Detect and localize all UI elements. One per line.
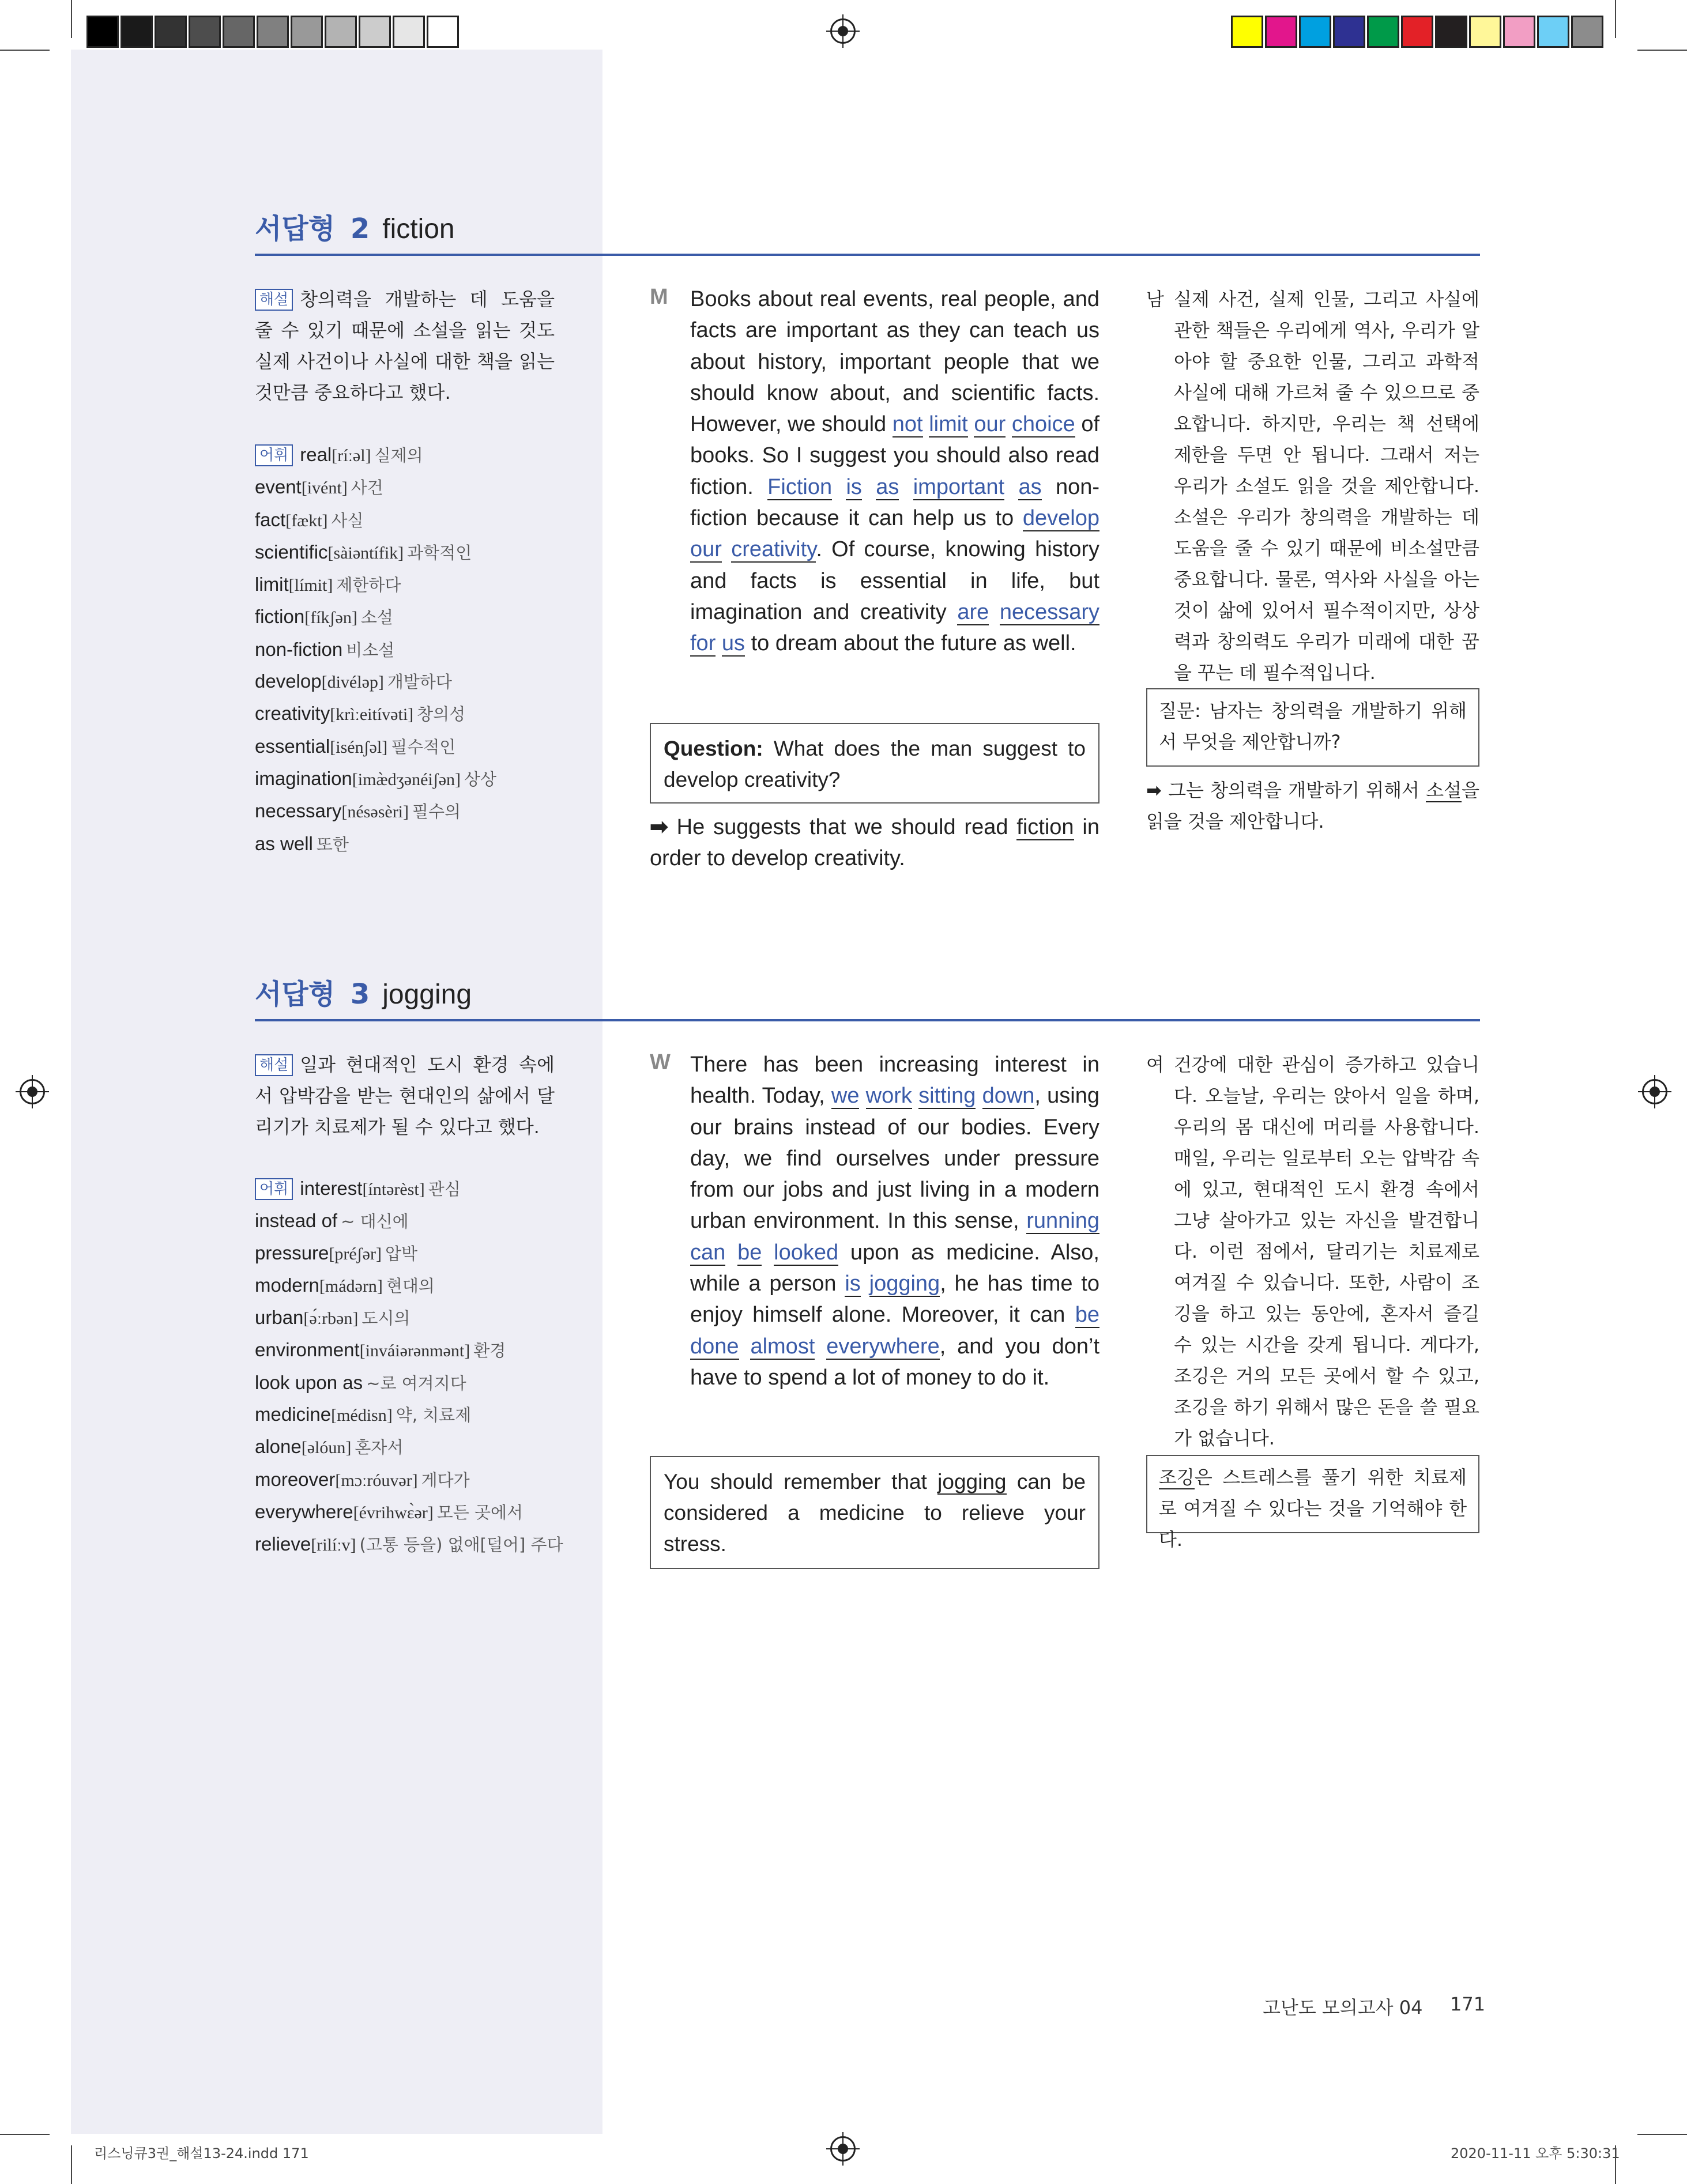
vocab-pronunciation: [ríːəl]	[332, 446, 371, 465]
vocab-meaning: 게다가	[421, 1470, 470, 1490]
vocab-meaning: 소설	[360, 608, 393, 628]
blank-word: for	[690, 631, 716, 656]
vocab-pronunciation: [krìːeitívəti]	[330, 705, 414, 725]
vocab-meaning: 도시의	[362, 1308, 411, 1329]
vocab-item	[255, 666, 566, 698]
haeseol-tag: 해설	[255, 289, 293, 311]
color-swatch	[1231, 16, 1263, 48]
registration-mark-icon	[20, 1079, 45, 1104]
vocab-item	[255, 1431, 578, 1463]
section-word: fiction	[382, 214, 455, 244]
vocab-pronunciation: [inváiərənmənt]	[359, 1341, 470, 1361]
vocab-word: real	[300, 444, 332, 465]
speaker-label: W	[650, 1050, 671, 1074]
book-title: 고난도 모의고사 04	[1263, 1997, 1423, 2019]
blank-word: our	[974, 412, 1006, 437]
passage-text: There has been increasing interest in health. Today,	[690, 1053, 1099, 1108]
section-3-korean-translation	[1174, 1049, 1479, 1454]
section-number: 2	[350, 213, 370, 245]
vocab-meaning: 상상	[464, 769, 497, 789]
vocab-word: relieve	[255, 1533, 311, 1555]
vocab-tag: 어휘	[255, 1178, 293, 1200]
vocab-item	[255, 504, 566, 537]
color-swatch	[393, 16, 425, 48]
vocab-meaning: 제한하다	[336, 575, 401, 595]
color-swatch	[223, 16, 255, 48]
color-swatch	[155, 16, 187, 48]
vocab-word: develop	[255, 670, 322, 692]
vocab-item	[255, 1399, 578, 1431]
summary-box	[650, 1456, 1099, 1569]
blank-word: is	[845, 1272, 861, 1296]
section-2-explanation	[255, 284, 555, 408]
vocab-item	[255, 1367, 578, 1399]
vocab-item	[255, 439, 566, 471]
vocab-pronunciation: [évrihwɛ̀ər]	[353, 1503, 434, 1522]
vocab-pronunciation: [ivént]	[301, 478, 348, 498]
vocab-meaning: 현대의	[386, 1276, 435, 1296]
slug-timestamp: 2020-11-11 오후 5:30:31	[1451, 2145, 1620, 2162]
vocab-word: imagination	[255, 767, 352, 789]
vocab-item	[255, 828, 566, 860]
vocab-pronunciation: [fækt]	[285, 511, 328, 530]
color-swatch	[1469, 16, 1501, 48]
crop-mark	[1637, 2134, 1687, 2135]
color-swatch	[325, 16, 357, 48]
speaker-label: M	[650, 285, 668, 309]
vocab-pronunciation: [préʃər]	[329, 1244, 382, 1263]
blank-word: as	[876, 474, 899, 499]
vocab-word: environment	[255, 1339, 360, 1361]
vocab-pronunciation: [mɔːróuvər]	[335, 1470, 418, 1490]
vocab-item	[255, 1302, 578, 1334]
blank-phrase	[845, 1272, 940, 1297]
section-2-heading	[255, 206, 455, 246]
crop-mark	[71, 0, 72, 38]
vocab-word: creativity	[255, 703, 330, 725]
arrow-right-icon: ➡	[650, 815, 668, 839]
vocab-pronunciation: [íntərèst]	[362, 1180, 425, 1199]
vocab-meaning: 약, 치료제	[396, 1405, 472, 1425]
blank-word: almost	[750, 1334, 815, 1359]
vocab-item	[255, 731, 566, 763]
vocab-word: alone	[255, 1436, 302, 1458]
blank-word: important	[913, 474, 1005, 499]
blank-word: be	[737, 1240, 762, 1265]
vocab-word: interest	[300, 1178, 363, 1199]
vocab-word: non-fiction	[255, 638, 343, 660]
blank-word: limit	[929, 412, 968, 437]
vocab-pronunciation: [əlóun]	[301, 1438, 352, 1458]
blank-word: done	[690, 1334, 739, 1359]
vocab-pronunciation: [imæ̀dʒənéiʃən]	[352, 770, 461, 789]
vocab-pronunciation: [médisn]	[331, 1406, 393, 1425]
crop-mark	[1615, 0, 1616, 38]
vocab-pronunciation: [límit]	[288, 576, 333, 595]
vocab-item	[255, 698, 566, 730]
korean-summary-text: 은 스트레스를 풀기 위한 치료제로 여겨질 수 있다는 것을 기억해야 한다.	[1159, 1466, 1467, 1551]
blank-word: be	[1075, 1303, 1099, 1327]
summary-text: You should remember that	[664, 1470, 938, 1493]
color-swatch	[189, 16, 221, 48]
vocab-word: fact	[255, 508, 286, 530]
vocab-meaning: 사실	[331, 510, 364, 530]
slug-filename: 리스닝큐3권_해설13-24.indd 171	[94, 2145, 309, 2162]
blank-word: necessary	[999, 599, 1100, 624]
vocab-item	[255, 471, 566, 504]
color-swatch	[257, 16, 289, 48]
answer-text: He suggests that we should read	[668, 815, 1017, 839]
vocab-meaning: 창의성	[417, 704, 466, 725]
vocab-word: event	[255, 476, 302, 498]
haeseol-text: 창의력을 개발하는 데 도움을 줄 수 있기 때문에 소설을 읽는 것도 실제 사건이나 사실에 대한 책을 읽는 것만큼 중요하다고 했다.	[255, 288, 555, 403]
korean-question-text: 질문: 남자는 창의력을 개발하기 위해서 무엇을 제안합니까?	[1159, 700, 1467, 753]
vocab-pronunciation: [rilíːv]	[311, 1536, 356, 1555]
vocab-item	[255, 1238, 578, 1270]
korean-answer-word: 소설	[1426, 779, 1462, 801]
color-swatch	[1401, 16, 1433, 48]
vocab-meaning: 환경	[473, 1341, 506, 1361]
passage-text: , he has time to enjoy himself alone. Moreover, it can	[690, 1272, 1099, 1327]
vocab-item	[255, 795, 566, 828]
blank-phrase	[831, 1084, 1035, 1109]
blank-word: looked	[774, 1240, 839, 1265]
blank-phrase	[893, 412, 1075, 437]
crop-mark	[71, 2145, 72, 2184]
color-swatch	[427, 16, 459, 48]
korean-question-box	[1146, 688, 1479, 767]
vocab-word: urban	[255, 1307, 304, 1329]
summary-text: can be considered a medicine to relieve your stress.	[664, 1470, 1086, 1556]
answer-text: in order to develop creativity.	[650, 815, 1099, 871]
color-swatch	[359, 16, 391, 48]
registration-mark-icon	[830, 2136, 856, 2162]
vocab-word: limit	[255, 574, 289, 595]
blank-word: not	[892, 412, 923, 437]
korean-speaker-label: 남	[1146, 288, 1164, 310]
blank-word: creativity	[731, 537, 816, 562]
vocab-pronunciation: [mádərn]	[319, 1276, 383, 1296]
section-number: 3	[350, 978, 370, 1010]
blank-word: jogging	[869, 1272, 940, 1296]
vocab-meaning: 사건	[351, 478, 383, 498]
vocab-word: scientific	[255, 541, 328, 563]
vocab-meaning: 관심	[428, 1179, 461, 1199]
section-label: 서답형	[255, 213, 336, 245]
vocab-meaning: 혼자서	[355, 1438, 404, 1458]
vocab-meaning: 개발하다	[387, 672, 452, 692]
vocab-tag: 어휘	[255, 444, 293, 466]
blank-word: everywhere	[826, 1334, 940, 1359]
korean-summary-box	[1146, 1455, 1479, 1551]
vocab-word: necessary	[255, 800, 342, 822]
vocab-word: essential	[255, 735, 330, 757]
blank-word: down	[982, 1084, 1035, 1108]
vocab-meaning: 압박	[385, 1243, 418, 1263]
crop-mark	[0, 2134, 50, 2135]
passage-text: , using our brains instead of our bodies. Every day, we find ourselves under pressure from our jobs and just living in a modern urban environment. In this sense,	[690, 1084, 1099, 1234]
section-word: jogging	[382, 979, 472, 1010]
question-text: What does the man suggest to develop creativity?	[664, 737, 1086, 791]
section-2-rule	[255, 254, 1480, 256]
vocab-item	[255, 634, 566, 666]
vocab-meaning: 모든 곳에서	[436, 1502, 524, 1522]
vocab-pronunciation: [sàiəntífik]	[327, 543, 404, 563]
korean-answer-text: 을 읽을 것을 제안합니다.	[1146, 779, 1479, 832]
blank-word: us	[721, 631, 745, 656]
registration-mark-icon	[1642, 1079, 1667, 1104]
vocab-item	[255, 569, 566, 601]
vocab-word: fiction	[255, 606, 305, 628]
blank-word: sitting	[918, 1084, 976, 1108]
blank-word: is	[846, 474, 862, 499]
color-swatch	[1265, 16, 1297, 48]
blank-word: can	[690, 1240, 726, 1265]
vocab-meaning: (고통 등을) 없애[덜어] 주다	[359, 1535, 563, 1555]
vocab-pronunciation: [divéləp]	[321, 673, 384, 692]
vocab-item	[255, 1173, 578, 1205]
vocab-item	[255, 1205, 578, 1237]
vocab-meaning: 비소설	[346, 640, 395, 660]
summary-word: jogging	[937, 1470, 1007, 1493]
blank-word: choice	[1011, 412, 1075, 437]
passage-text: of books. So I suggest you should also read fiction.	[690, 412, 1100, 499]
passage-text: Books about real events, real people, and facts are important as they can teach us about history, important people that we should know about, and scientific facts. However, we should	[690, 287, 1099, 437]
vocab-item	[255, 1529, 578, 1561]
page-number: 171	[1450, 1993, 1486, 2015]
section-3-rule	[255, 1019, 1480, 1021]
section-3-vocab-list	[255, 1173, 578, 1561]
vocab-pronunciation: [ə́ːrbən]	[303, 1309, 359, 1329]
korean-speaker-label: 여	[1146, 1054, 1164, 1076]
vocab-item	[255, 1334, 578, 1367]
crop-mark	[0, 50, 50, 51]
question-box	[650, 723, 1099, 804]
color-swatch	[291, 16, 323, 48]
vocab-meaning: 과학적인	[407, 542, 472, 563]
answer-word: fiction	[1016, 815, 1074, 839]
vocab-word: medicine	[255, 1404, 332, 1425]
vocab-meaning: 필수의	[412, 802, 461, 822]
passage-text: non-fiction because it can help us to	[690, 474, 1100, 531]
vocab-item	[255, 1496, 578, 1529]
vocab-word: instead of	[255, 1210, 338, 1232]
color-swatch	[86, 16, 119, 48]
color-swatch	[1537, 16, 1569, 48]
vocab-item	[255, 1464, 578, 1496]
vocab-word: moreover	[255, 1468, 336, 1490]
color-swatch	[120, 16, 153, 48]
section-2-korean-translation	[1174, 284, 1479, 688]
vocab-meaning: 필수적인	[391, 737, 456, 757]
vocab-pronunciation: [isénʃəl]	[330, 737, 388, 757]
blank-word: are	[957, 599, 989, 624]
vocab-item	[255, 1270, 578, 1302]
color-swatch	[1435, 16, 1467, 48]
passage-text: , and you don’t have to spend a lot of money to do it.	[690, 1334, 1100, 1390]
blank-word: work	[865, 1084, 912, 1108]
passage-text: to dream about the future as well.	[745, 631, 1076, 656]
vocab-pronunciation: [fíkʃən]	[304, 608, 357, 628]
passage-text: upon as medicine. Also, while a person	[690, 1240, 1099, 1296]
color-swatch	[1299, 16, 1331, 48]
blank-word: we	[831, 1084, 860, 1108]
color-swatch	[1503, 16, 1535, 48]
haeseol-text: 일과 현대적인 도시 환경 속에서 압박감을 받는 현대인의 삶에서 달리기가 치료제가 될 수 있다고 했다.	[255, 1054, 555, 1138]
section-3-passage	[690, 1049, 1099, 1393]
section-label: 서답형	[255, 978, 336, 1010]
blank-word: our	[690, 537, 722, 562]
vocab-item	[255, 763, 566, 795]
vocab-meaning: ~ 대신에	[341, 1212, 409, 1232]
vocab-meaning: ~로 여겨지다	[366, 1373, 466, 1393]
section-2-vocab-list	[255, 439, 566, 860]
vocab-word: everywhere	[255, 1500, 353, 1522]
vocab-word: look upon as	[255, 1371, 363, 1393]
registration-mark-icon	[830, 18, 856, 44]
vocab-meaning: 실제의	[374, 446, 423, 465]
color-swatch	[1367, 16, 1399, 48]
korean-answer-text: 그는 창의력을 개발하기 위해서	[1161, 779, 1426, 801]
vocab-word: pressure	[255, 1242, 329, 1263]
crop-mark	[1637, 50, 1687, 51]
blank-word: develop	[1022, 506, 1099, 531]
vocab-item	[255, 537, 566, 569]
answer-line	[650, 812, 1099, 874]
question-label: Question:	[664, 737, 763, 760]
blank-word: as	[1018, 474, 1042, 499]
vocab-word: modern	[255, 1274, 319, 1296]
blank-phrase	[767, 475, 1041, 500]
arrow-right-icon: ➡	[1146, 779, 1162, 801]
translation-text: 실제 사건, 실제 인물, 그리고 사실에 관한 책들은 우리에게 역사, 우리가 알아야 할 중요한 인물, 그리고 과학적 사실에 대해 가르쳐 줄 수 있으므로 중요합니다. 하지만, 우리는 책 선택에 제한을 두면 안 됩니다. 그래서 저는 우리가 소설도 읽을 것을 제안합니다. 소설은 우리가 창의력을 개발하는 데 도움을 줄 수 있기 때문에 비소설만큼 중요합니다. 물론, 역사와 사실을 아는 것이 삶에 있어서 필수적이지만, 상상력과 창의력도 우리가 미래에 대한 꿈을 꾸는 데 필수적입니다.	[1174, 288, 1479, 684]
translation-text: 건강에 대한 관심이 증가하고 있습니다. 오늘날, 우리는 앉아서 일을 하며, 우리의 몸 대신에 머리를 사용합니다. 매일, 우리는 일로부터 오는 압박감 속에 있고, 현대적인 도시 환경 속에서 그냥 살아가고 있는 자신을 발견합니다. 이런 점에서, 달리기는 치료제로 여겨질 수 있습니다. 또한, 사람이 조깅을 하고 있는 동안에, 혼자서 즐길 수 있는 시간을 갖게 됩니다. 게다가, 조깅은 거의 모든 곳에서 할 수 있고, 조깅을 하기 위해서 많은 돈을 쓸 필요가 없습니다.	[1174, 1054, 1479, 1449]
korean-answer-line	[1146, 775, 1479, 837]
vocab-word: as well	[255, 832, 313, 854]
blank-word: running	[1026, 1209, 1099, 1234]
color-swatch	[1333, 16, 1365, 48]
blank-word: Fiction	[767, 474, 833, 499]
color-swatch	[1571, 16, 1603, 48]
passage-text: . Of course, knowing history and facts is essential in life, but imagination and creativity	[690, 537, 1100, 624]
section-3-heading	[255, 972, 472, 1012]
vocab-item	[255, 601, 566, 633]
section-3-explanation	[255, 1049, 555, 1142]
vocab-meaning: 또한	[316, 834, 349, 854]
vocab-pronunciation: [nésəsèri]	[341, 802, 409, 822]
section-2-passage	[690, 284, 1099, 659]
korean-summary-word: 조깅	[1159, 1466, 1195, 1488]
haeseol-tag: 해설	[255, 1054, 293, 1076]
